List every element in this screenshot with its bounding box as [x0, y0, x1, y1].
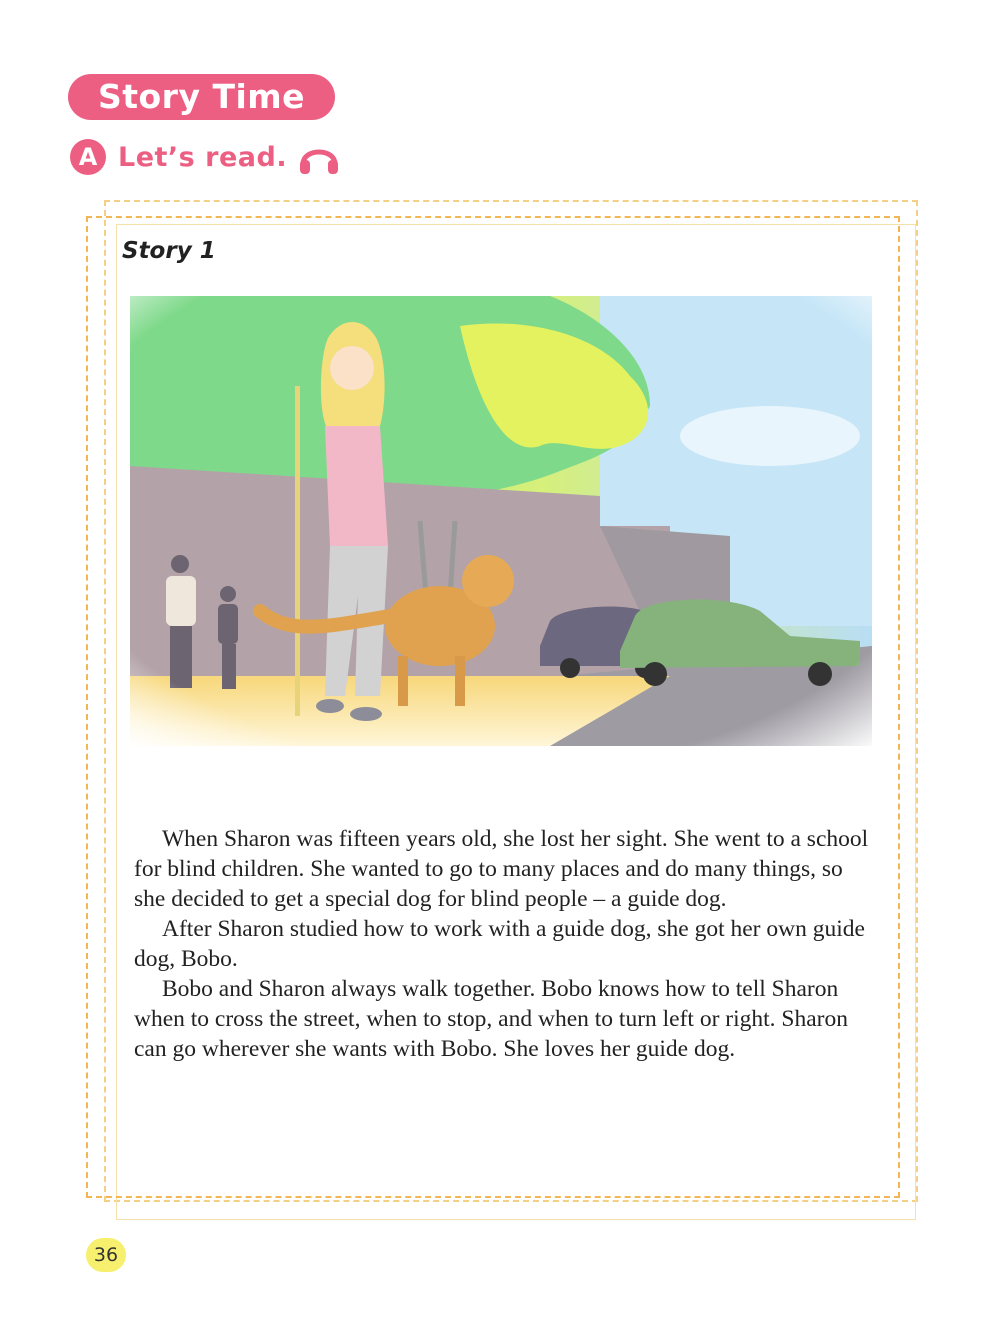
- story-label: Story 1: [122, 238, 216, 264]
- activity-heading: [70, 138, 341, 176]
- story-illustration: [130, 296, 872, 746]
- activity-letter-badge: A: [70, 139, 106, 175]
- page-number: 36: [86, 1238, 126, 1272]
- story-paragraph-2: After Sharon studied how to work with a guide dog, she got her own guide dog, Bobo.: [134, 916, 865, 972]
- headphones-icon[interactable]: [297, 138, 341, 176]
- story-paragraph-1: When Sharon was fifteen years old, she lost her sight. She went to a school for blind children. She wanted to go to many places and do many things, so she decided to get a special dog for blind people – a guide dog.: [134, 826, 869, 912]
- section-title: Story Time: [68, 74, 335, 120]
- activity-title: Let’s read.: [118, 141, 288, 173]
- story-text: [134, 824, 879, 1064]
- story-paragraph-3: Bobo and Sharon always walk together. Bobo knows how to tell Sharon when to cross the street, when to stop, and when to turn left or right. Sharon can go wherever she wants with Bobo. She loves her guide dog.: [134, 976, 848, 1062]
